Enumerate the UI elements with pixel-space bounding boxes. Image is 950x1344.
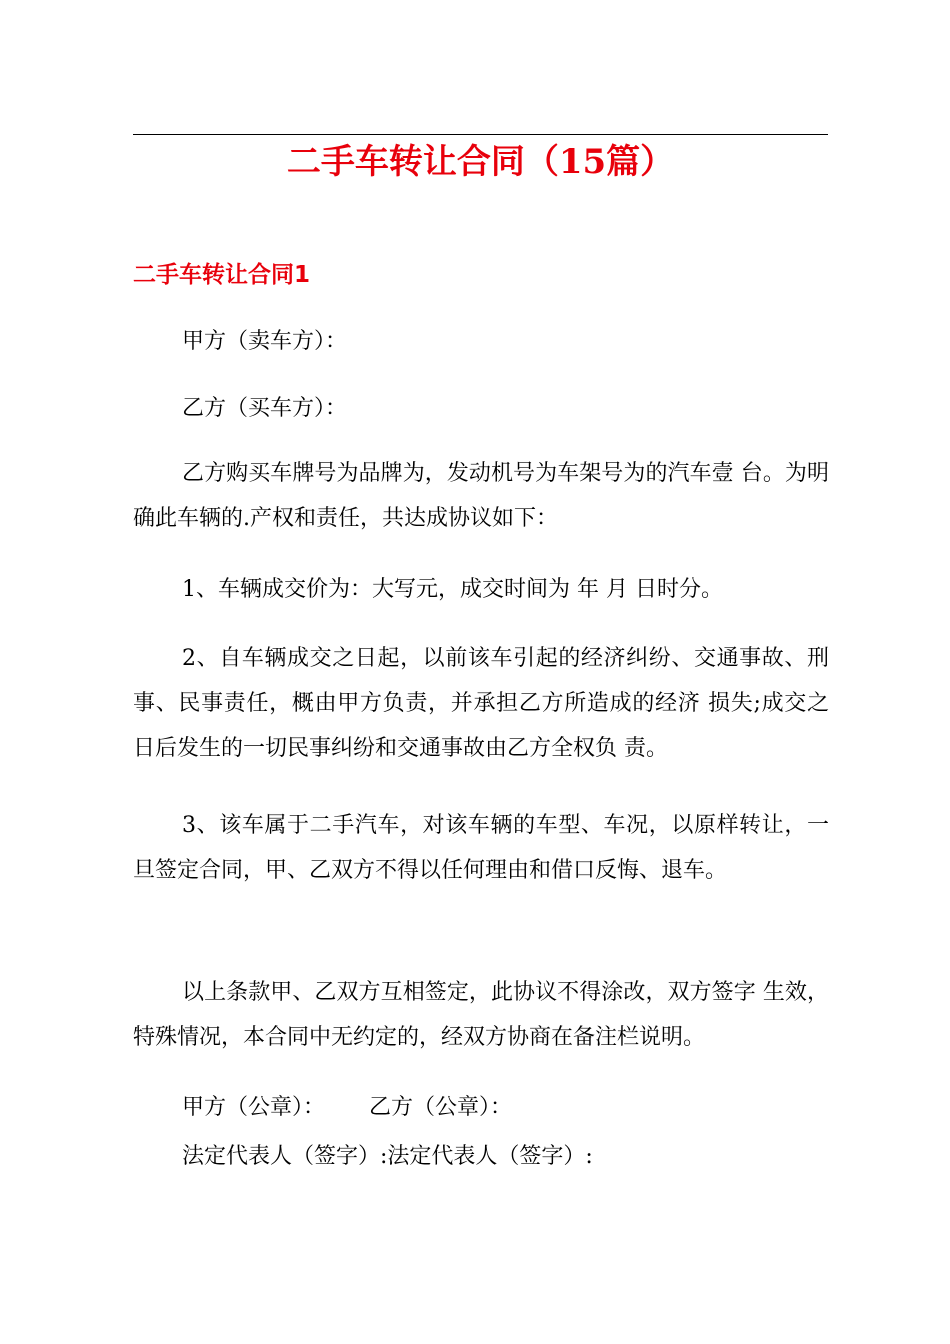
header-rule [133, 134, 828, 135]
party-b-line: 乙方（买车方）： [182, 396, 348, 421]
seal-party-b: 乙方（公章）： [369, 1095, 513, 1120]
clause-2: 2、自车辆成交之日起，以前该车引起的经济纠纷、交通事故、刑事、民事责任，概由甲方负责，并承担乙方所造成的经济 损失;成交之日后发生的一切民事纠纷和交通事故由乙方全权负 责。 [133, 646, 829, 761]
intro-paragraph: 乙方购买车牌号为品牌为，发动机号为车架号为的汽车壹 台。为明确此车辆的.产权和责任，共达成协议如下： [133, 461, 829, 531]
closing-paragraph: 以上条款甲、乙双方互相签定，此协议不得涂改，双方签字 生效，特殊情况，本合同中无约定的，经双方协商在备注栏说明。 [133, 980, 829, 1050]
seal-party-a: 甲方（公章）： [182, 1095, 326, 1120]
document-title: 二手车转让合同（15篇） [286, 142, 675, 182]
representative-signatures: 法定代表人（签字）:法定代表人（签字）: [182, 1144, 593, 1169]
clause-1: 1、车辆成交价为：大写元，成交时间为 年 月 日时分。 [182, 577, 723, 602]
party-a-line: 甲方（卖车方）： [182, 329, 348, 354]
section-heading: 二手车转让合同1 [133, 262, 311, 288]
clause-3: 3、该车属于二手汽车，对该车辆的车型、车况，以原样转让，一旦签定合同，甲、乙双方不得以任何理由和借口反悔、退车。 [133, 813, 829, 883]
